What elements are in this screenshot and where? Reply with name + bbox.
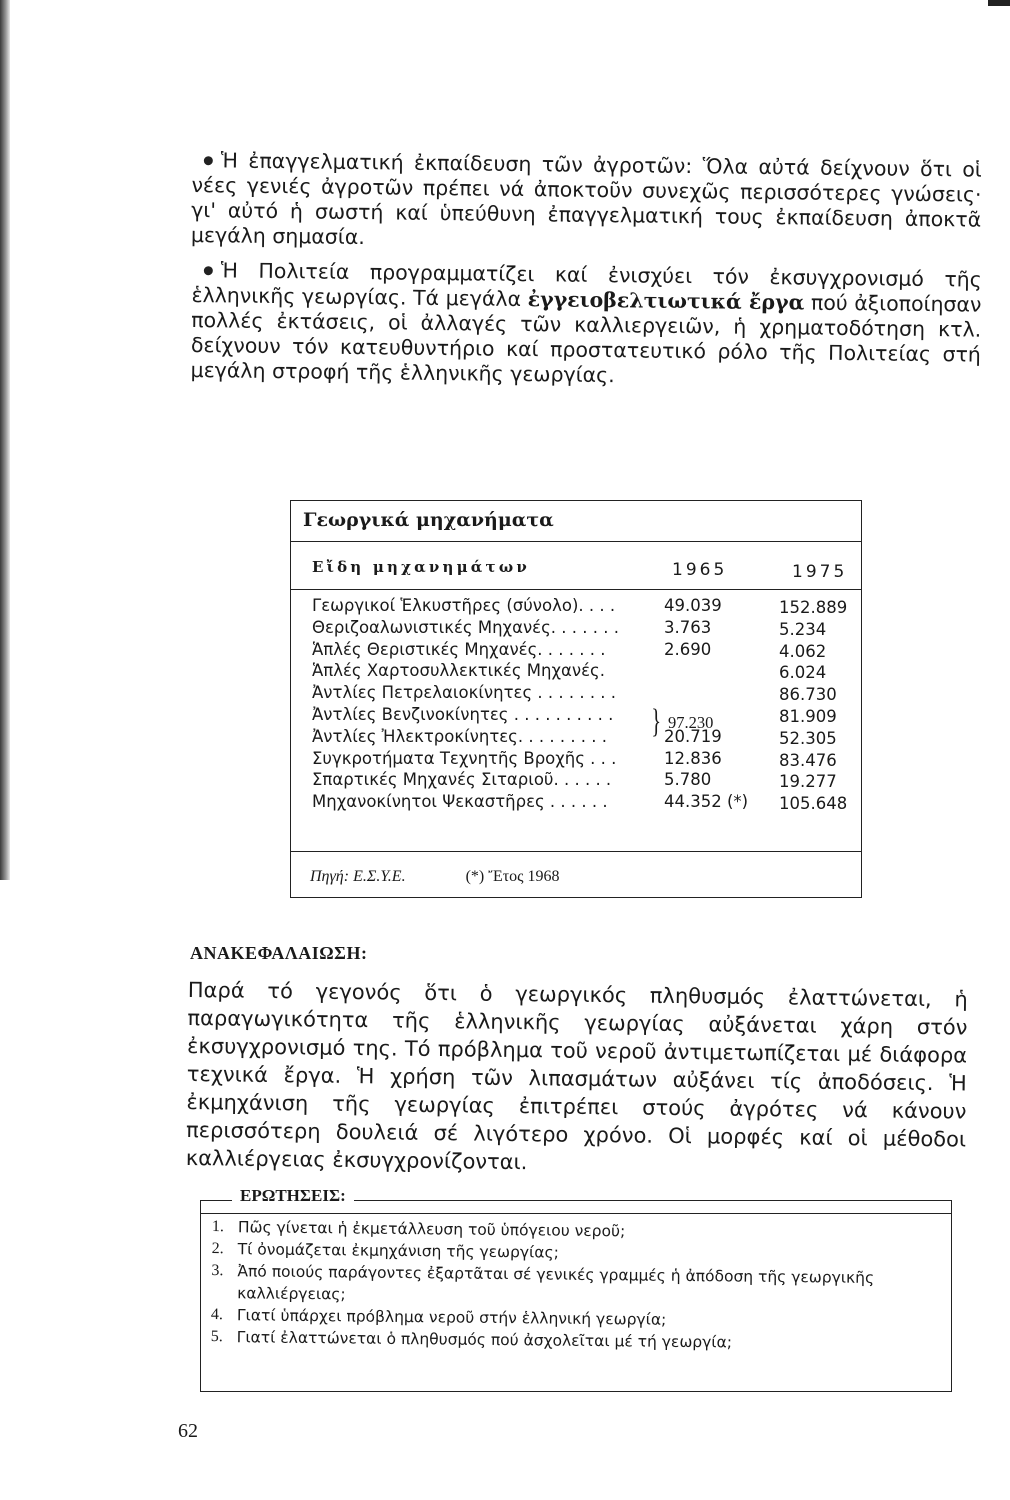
row-1965: 2.690 — [664, 639, 712, 659]
row-name: Σπαρτικές Μηχανές Σιταριοῦ. . . . . . — [312, 770, 612, 790]
questions-label: ΕΡΩΤΗΣΕΙΣ: — [232, 1186, 354, 1206]
paragraph-state-modernization — [190, 258, 981, 393]
paragraph2-text-a: Ἡ Πολιτεία προγραμματίζει καί ἐνισχύει τόν ἐκσυγχρονισμό τῆς ἑλληνικῆς γεωργίας. Τά μεγάλα — [191, 258, 982, 312]
table-row — [304, 770, 860, 792]
scan-left-edge — [0, 0, 10, 880]
question-number: 1. — [211, 1217, 224, 1236]
question-text: Τί ὀνομάζεται ἐκμηχάνιση τῆς γεωργίας; — [237, 1240, 559, 1262]
row-1965: 5.780 — [664, 770, 712, 790]
row-1965: 44.352 (*) — [664, 792, 749, 812]
table-header-row — [304, 554, 860, 584]
table-row — [304, 792, 860, 814]
table-col-1965: 1965 — [672, 560, 728, 580]
scan-top-mark — [988, 0, 1010, 6]
table-row — [304, 640, 860, 662]
table-title: Γεωργικά μηχανήματα — [303, 509, 554, 531]
paragraph1-lead: Ἡ ἐπαγγελματική ἐκπαίδευση τῶν ἀγροτῶν: — [220, 148, 693, 179]
question-text: Γιατί ἐλαττώνεται ὁ πληθυσμός πού ἀσχολεῖται μέ τή γεωργία; — [236, 1328, 733, 1352]
question-number: 3. — [211, 1261, 224, 1280]
pumps-brace: } — [651, 703, 662, 740]
summary-text: Παρά τό γεγονός ὅτι ὁ γεωργικός πληθυσμός ἐλαττώνεται, ἡ παραγωγικότητα τῆς ἑλληνικῆς γεωργίας αὐξάνεται χάρη στόν ἐκσυγχρονισμό της. Τό πρόβλημα τοῦ νεροῦ ἀντιμετωπίζεται μέ διάφορα τεχνικά ἔργα. Ἡ χρήση τῶν λιπασμάτων αὐξάνει τίς ἀποδόσεις. Ἡ ἐκμηχάνιση τῆς γεωργίας ἐπιτρέπει στούς ἀγρότες νά κάνουν περισσότερη δουλειά σέ λιγότερο χρόνο. Οἱ μορφές καί οἱ μέθοδοι καλλιέργειας ἐκσυγχρονίζονται. — [185, 977, 968, 1175]
row-1975: 19.277 — [779, 772, 837, 792]
row-name: Μηχανοκίνητοι Ψεκαστῆρες . . . . . . — [312, 792, 608, 812]
bullet-icon — [204, 266, 213, 275]
bullet-icon — [204, 156, 213, 165]
table-row — [304, 727, 860, 749]
row-1975: 4.062 — [779, 641, 827, 661]
table-row — [304, 683, 860, 705]
question-text: Ἀπό ποιούς παράγοντες ἐξαρτᾶται σέ γενικές γραμμές ἡ ἀπόδοση τῆς γεωργικῆς καλλιέργειας; — [237, 1262, 875, 1304]
table-divider — [291, 541, 861, 542]
row-1965: 12.836 — [664, 748, 722, 768]
row-1975: 5.234 — [779, 619, 827, 639]
question-text: Γιατί ὑπάρχει πρόβλημα νεροῦ στήν ἑλληνική γεωργία; — [236, 1306, 667, 1329]
row-1965: 3.763 — [664, 617, 712, 637]
paragraph1-text: Ὅλα αὐτά δείχνουν ὅτι οἱ νέες γενιές ἀγροτῶν πρέπει νά ἀποκτοῦν συνεχῶς περισσότερες γνώσεις· γι' αὐτό ἡ σωστή καί ὑπεύθυνη ἐπαγγελματική τους ἐκπαίδευση ἀποκτᾶ μεγάλη σημασία. — [190, 154, 982, 250]
row-name: Ἀντλίες Ἠλεκτροκίνητες. . . . . . . . . — [312, 726, 608, 746]
pumps-combined-1965: 97.230 — [668, 713, 714, 732]
paragraph2-bold: ἐγγειοβελτιωτικά ἔργα — [527, 287, 805, 315]
questions-list — [211, 1216, 942, 1356]
question-number: 2. — [211, 1239, 224, 1258]
row-1975: 52.305 — [779, 728, 837, 748]
row-1975: 86.730 — [779, 685, 837, 705]
row-1975: 152.889 — [779, 598, 848, 617]
table-col-1975: 1975 — [792, 562, 848, 582]
row-name: Ἁπλές Χαρτοσυλλεκτικές Μηχανές. — [312, 661, 605, 681]
question-number: 5. — [210, 1327, 223, 1346]
row-1975: 6.024 — [779, 663, 827, 683]
row-name: Θεριζοαλωνιστικές Μηχανές. . . . . . . — [312, 617, 619, 637]
page-number: 62 — [178, 1420, 198, 1442]
table-divider — [291, 851, 861, 852]
table-row — [304, 596, 860, 618]
row-name: Ἁπλές Θεριστικές Μηχανές. . . . . . . — [312, 639, 606, 659]
summary-heading: ΑΝΑΚΕΦΑΛΑΙΩΣΗ: — [190, 943, 368, 963]
table-footnote: (*) Ἔτος 1968 — [465, 868, 560, 885]
question-item — [211, 1260, 941, 1312]
question-number: 4. — [210, 1305, 224, 1324]
paragraph-vocational-training — [191, 148, 982, 258]
table-source — [310, 868, 559, 886]
row-1975: 105.648 — [779, 794, 848, 814]
row-1975: 81.909 — [779, 706, 837, 726]
table-body — [304, 596, 860, 814]
table-row — [304, 661, 860, 683]
paragraph2-text-b: πού ἀξιοποίησαν πολλές ἐκτάσεις, οἱ ἀλλαγές τῶν καλλιεργειῶν, ἡ χρηματοδότηση κτλ. δείχνουν τόν κατευθυντήριο καί προστατευτικό ρόλο τῆς Πολιτείας στή μεγάλη στροφή τῆς ἑλληνικῆς γεωργίας. — [190, 290, 982, 388]
table-col-type: Εἴδη μηχανημάτων — [312, 558, 530, 576]
table-row — [304, 705, 860, 727]
row-1965: 49.039 — [664, 596, 722, 615]
table-row — [304, 618, 860, 640]
row-1965: 20.719 — [664, 726, 722, 746]
question-text: Πῶς γίνεται ἡ ἐκμετάλλευση τοῦ ὑπόγειου νεροῦ; — [237, 1218, 626, 1241]
table-row — [304, 749, 860, 771]
questions-divider — [200, 1213, 952, 1214]
row-name: Γεωργικοί Ἑλκυστῆρες (σύνολο). . . . — [312, 596, 616, 615]
row-name: Συγκροτήματα Τεχνητῆς Βροχῆς . . . — [312, 748, 617, 768]
row-name: Ἀντλίες Πετρελαιοκίνητες . . . . . . . . — [312, 683, 617, 703]
source-label: Πηγή: Ε.Σ.Υ.Ε. — [310, 868, 406, 885]
row-1975: 83.476 — [779, 750, 837, 770]
table-divider — [291, 589, 861, 590]
row-name: Ἀντλίες Βενζινοκίνητες . . . . . . . . . . — [312, 704, 614, 724]
